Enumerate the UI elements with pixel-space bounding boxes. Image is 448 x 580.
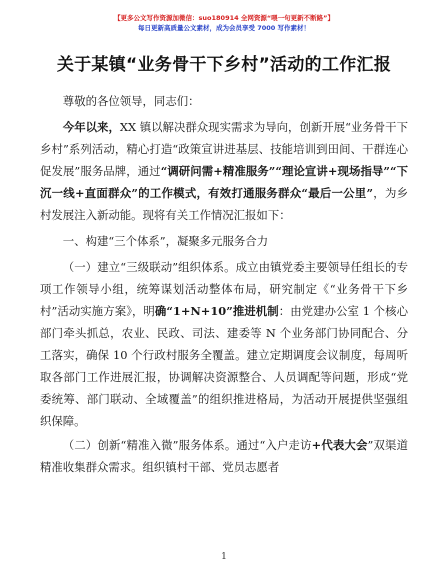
intro-paragraph: [40, 116, 408, 226]
intro-text-2: ，为乡村发展注入新动能。现将有关工作情况汇报如下：: [40, 186, 408, 222]
document-body: [40, 90, 408, 478]
document-title: 关于某镇“业务骨干下乡村”活动的工作汇报: [56, 55, 392, 75]
promo-banner-line-1: 【更多公文写作资源加微信：suo180914 全网资源“喂一句更新不断路”】: [114, 14, 334, 22]
para-1-bold: 确“1+N+10”推进机制: [154, 304, 279, 318]
intro-bold-model: “调研问需+精准服务”“理论宣讲+现场指导”“下沉一线+直面群众”的工作模式，有效打通服务群众“最后一公里”: [40, 164, 408, 200]
para-2-text-2: ”双渠道精准收集群众需求。组织镇村干部、党员志愿者: [40, 438, 408, 474]
section-1-heading: 一、构建“三个体系”，凝聚多元服务合力: [62, 234, 269, 248]
para-2-bold: +代表大会: [311, 438, 368, 452]
section-1-para-1: [40, 256, 408, 432]
para-1-text-2: ：由党建办公室 1 个核心部门牵头抓总，农业、民政、司法、建委等 N 个业务部门协同配合、分工落实，确保 10 个行政村服务全覆盖。建立定期调度会议制度，每周听取各部门工作进展汇报，协调解决资源整合、人员调配等问题，形成“党委统筹、部门联动、全域覆盖”的组织推进格局，为活动开展提供坚强组织保障。: [40, 304, 408, 428]
para-2-text-1: （二）创新“精准入微”服务体系。通过“入户走访: [62, 438, 312, 452]
page-number: 1: [221, 552, 227, 562]
para-1-text-1: （一）建立“三级联动”组织体系。成立由镇党委主要领导任组长的专项工作领导小组，统筹谋划活动整体布局，研究制定《“业务骨干下乡村”活动实施方案》，明: [40, 260, 408, 318]
section-1-para-2: [40, 434, 408, 478]
intro-lead-bold: 今年以来，: [62, 120, 120, 134]
intro-text-1: XX 镇以解决群众现实需求为导向，创新开展“业务骨干下乡村”系列活动，精心打造“政策宣讲进基层、技能培训到田间、干群连心促发展”服务品牌，通过: [40, 120, 408, 178]
promo-banner-line-2: 每日更新高质量公文素材，成为会员享受 7000 写作素材！: [137, 24, 311, 32]
salutation: 尊敬的各位领导，同志们：: [62, 94, 200, 108]
